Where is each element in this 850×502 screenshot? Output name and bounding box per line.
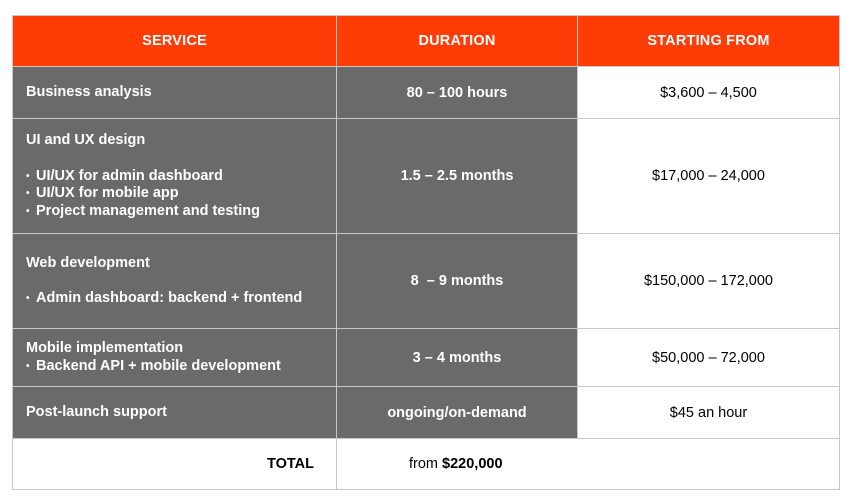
service-cell <box>13 67 337 119</box>
table-row <box>13 329 840 387</box>
header-duration: DURATION <box>337 16 578 67</box>
header-row <box>13 16 840 67</box>
table-row <box>13 67 840 119</box>
total-row <box>13 439 840 490</box>
price-cell: $3,600 – 4,500 <box>578 67 840 119</box>
list-item: • Backend API + mobile development <box>26 357 281 374</box>
list-item: • UI/UX for admin dashboard <box>26 167 223 184</box>
list-item: • Project management and testing <box>26 202 260 219</box>
total-amount: $220,000 <box>442 456 503 472</box>
duration-cell: 8 – 9 months <box>337 234 578 329</box>
service-title: Mobile implementation <box>26 340 184 356</box>
service-title: Post-launch support <box>26 403 167 420</box>
service-cell <box>13 329 337 387</box>
total-value: from $220,000 <box>337 439 840 490</box>
bullet-list <box>26 168 336 221</box>
service-title: Web development <box>26 254 150 271</box>
table-row <box>13 234 840 329</box>
price-cell: $150,000 – 172,000 <box>578 234 840 329</box>
table-row <box>13 387 840 439</box>
bullet-list <box>26 358 336 376</box>
table-row <box>13 119 840 234</box>
price-cell: $50,000 – 72,000 <box>578 329 840 387</box>
service-title: Business analysis <box>26 83 152 100</box>
duration-cell: 3 – 4 months <box>337 329 578 387</box>
service-title: UI and UX design <box>26 132 146 148</box>
header-service: SERVICE <box>13 16 337 67</box>
service-cell <box>13 119 337 234</box>
duration-cell: 80 – 100 hours <box>337 67 578 119</box>
list-item: • UI/UX for mobile app <box>26 185 179 201</box>
pricing-table <box>12 15 840 490</box>
service-cell <box>13 387 337 439</box>
header-price: STARTING FROM <box>578 16 840 67</box>
total-label: TOTAL <box>13 439 337 490</box>
bullet-list <box>26 290 336 308</box>
price-cell: $45 an hour <box>578 387 840 439</box>
service-cell <box>13 234 337 329</box>
price-cell: $17,000 – 24,000 <box>578 119 840 234</box>
list-item: • Admin dashboard: backend + frontend <box>26 290 303 306</box>
duration-cell: 1.5 – 2.5 months <box>337 119 578 234</box>
duration-cell: ongoing/on-demand <box>337 387 578 439</box>
